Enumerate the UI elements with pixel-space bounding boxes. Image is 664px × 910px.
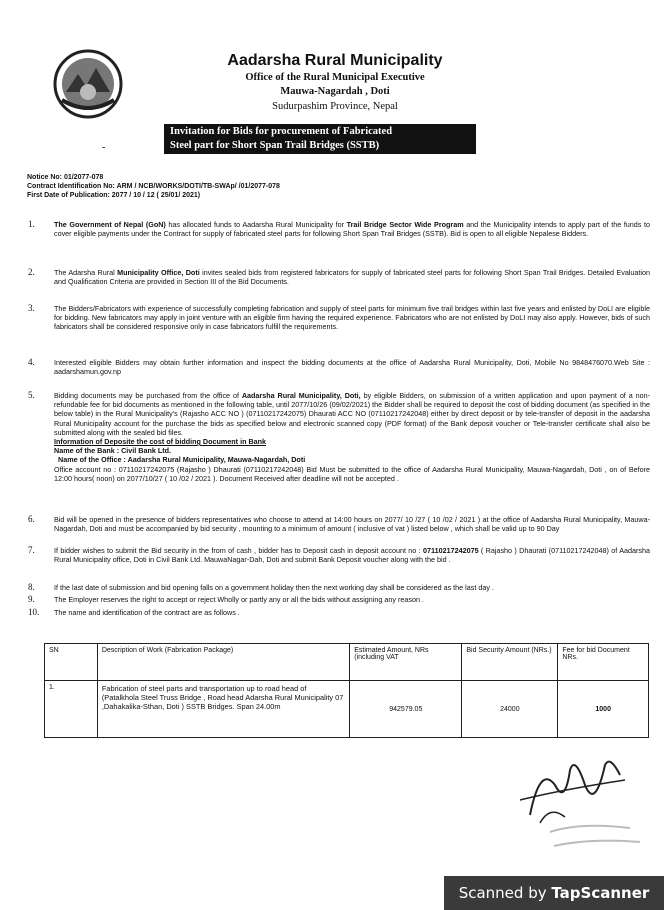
contract-table <box>44 643 649 738</box>
municipality-title: Aadarsha Rural Municipality <box>227 52 443 69</box>
municipality-logo <box>52 48 124 120</box>
office-name: Office of the Rural Municipal Executive <box>245 72 425 83</box>
province-name: Sudurpashim Province, Nepal <box>272 101 398 112</box>
bank-info-heading: Information of Deposite the cost of bidding Document in Bank <box>54 437 267 447</box>
col-description: Description of Work (Fabrication Package) <box>97 644 349 681</box>
bank-name: Name of the Bank : Civil Bank Ltd. <box>54 446 172 456</box>
office-location: Mauwa-Nagardah , Doti <box>280 86 390 97</box>
cell-sn: 1. <box>45 681 98 738</box>
col-sn: SN <box>45 644 98 681</box>
col-fee: Fee for bid Document NRs. <box>558 644 649 681</box>
contract-id: Contract Identification No: ARM / NCB/WORKS/DOTI/TB-SWAp/ /01/2077-078 <box>27 183 280 190</box>
official-stamp <box>540 812 650 862</box>
banner-line-1: Invitation for Bids for procurement of Fabricated <box>170 126 393 137</box>
scanner-watermark: Scanned by TapScanner <box>444 876 664 910</box>
cell-estimated-amount: 942579.05 <box>350 681 462 738</box>
cell-fee: 1000 <box>558 681 649 738</box>
office-account-name: Name of the Office : Aadarsha Rural Municipality, Mauwa-Nagardah, Doti <box>58 455 306 465</box>
invitation-banner <box>164 124 476 154</box>
table-row <box>45 681 649 738</box>
col-estimated-amount: Estimated Amount, NRs (including VAT <box>350 644 462 681</box>
table-header-row <box>45 644 649 681</box>
banner-line-2: Steel part for Short Span Trail Bridges (SSTB) <box>170 140 380 151</box>
cell-description: Fabrication of steel parts and transportation up to road head of (Patalkhola Steel Truss Bridge , Road head Adarsha Rural Municipality 07 ,Dahakalika-Sthan, Doti ) SSTB Bridges. Span 24.00m <box>97 681 349 738</box>
first-publication-date: First Date of Publication: 2077 / 10 / 12 ( 25/01/ 2021) <box>27 192 201 199</box>
col-bid-security: Bid Security Amount (NRs.) <box>462 644 558 681</box>
notice-number: Notice No: 01/2077-078 <box>27 174 104 181</box>
cell-bid-security: 24000 <box>462 681 558 738</box>
account-text: Office account no : 07110217242075 (Rajasho ) Dhaurati (07110217242048) Bid Must be submitted to the office of Aadarsha Rural Municipality, Mauwa-Nagardah, Doti , on of Before 12:00 hours( noon) on 2077/10/27 ( 10 /02 / 2021 ). Document Received after deadline will not be accepted . <box>54 464 650 483</box>
dash-mark: - <box>102 142 106 153</box>
